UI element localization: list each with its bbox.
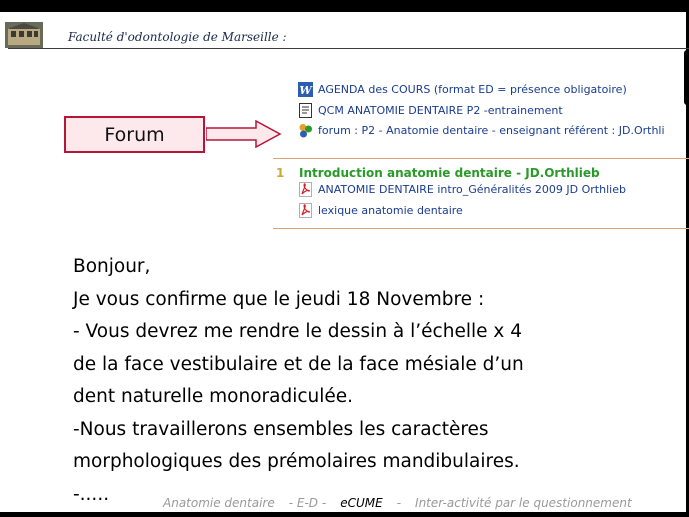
message-line: morphologiques des prémolaires mandibulaires.: [73, 451, 520, 472]
link-label[interactable]: QCM ANATOMIE DENTAIRE P2 -entrainement: [318, 104, 563, 117]
resource-label[interactable]: ANATOMIE DENTAIRE intro_Généralités 2009 JD Orthlieb: [318, 183, 626, 196]
footer-separator: -: [396, 496, 402, 510]
forum-callout: [64, 116, 205, 153]
pdf-icon: [298, 203, 313, 218]
footer-ecume: eCUME: [340, 496, 383, 510]
pdf-icon: [298, 182, 313, 197]
message-line: Je vous confirme que le jeudi 18 Novembre :: [73, 288, 485, 310]
announcement-message: [73, 251, 673, 511]
header-divider: [8, 48, 689, 49]
forum-icon: [298, 123, 313, 138]
resource-label[interactable]: lexique anatomie dentaire: [318, 204, 463, 217]
link-label[interactable]: forum : P2 - Anatomie dentaire - enseignant référent : JD.Orthli: [318, 124, 665, 137]
section-divider: [273, 158, 689, 159]
message-line: - Vous devrez me rendre le dessin à l’échelle x 4: [73, 321, 522, 342]
resource-lexique-pdf[interactable]: [298, 203, 463, 218]
right-edge-shape: [684, 50, 689, 105]
message-line: Bonjour,: [73, 256, 151, 277]
message-line: -Nous travaillerons ensembles les caractères: [73, 418, 489, 440]
resource-intro-pdf[interactable]: [298, 182, 626, 197]
message-line: dent naturelle monoradiculée.: [73, 386, 354, 407]
section-title: Introduction anatomie dentaire - JD.Orthlieb: [299, 166, 600, 180]
message-line: de la face vestibulaire et de la face mésiale d’un: [73, 353, 524, 375]
footer-course: Anatomie dentaire: [163, 496, 275, 510]
link-qcm[interactable]: [298, 103, 563, 118]
footer-format: - E-D -: [288, 496, 327, 510]
arrow-right-icon: [206, 120, 282, 148]
link-agenda[interactable]: [298, 82, 627, 97]
slide-footer: [163, 496, 646, 510]
link-label[interactable]: AGENDA des COURS (format ED = présence obligatoire): [318, 83, 627, 96]
quiz-icon: [298, 103, 313, 118]
message-line: -.....: [73, 483, 110, 505]
page-title: Faculté d'odontologie de Marseille :: [68, 30, 287, 44]
faculty-building-logo: [5, 22, 43, 48]
bottom-border: [0, 512, 689, 517]
link-forum[interactable]: [298, 123, 665, 138]
forum-callout-label: Forum: [104, 123, 165, 146]
svg-text:W: W: [299, 84, 312, 97]
section-bottom-divider: [273, 228, 689, 229]
word-doc-icon: [298, 82, 313, 97]
section-number: 1: [276, 166, 285, 180]
top-border: [0, 0, 689, 12]
footer-interactivity: Inter-activité par le questionnement: [415, 496, 632, 510]
